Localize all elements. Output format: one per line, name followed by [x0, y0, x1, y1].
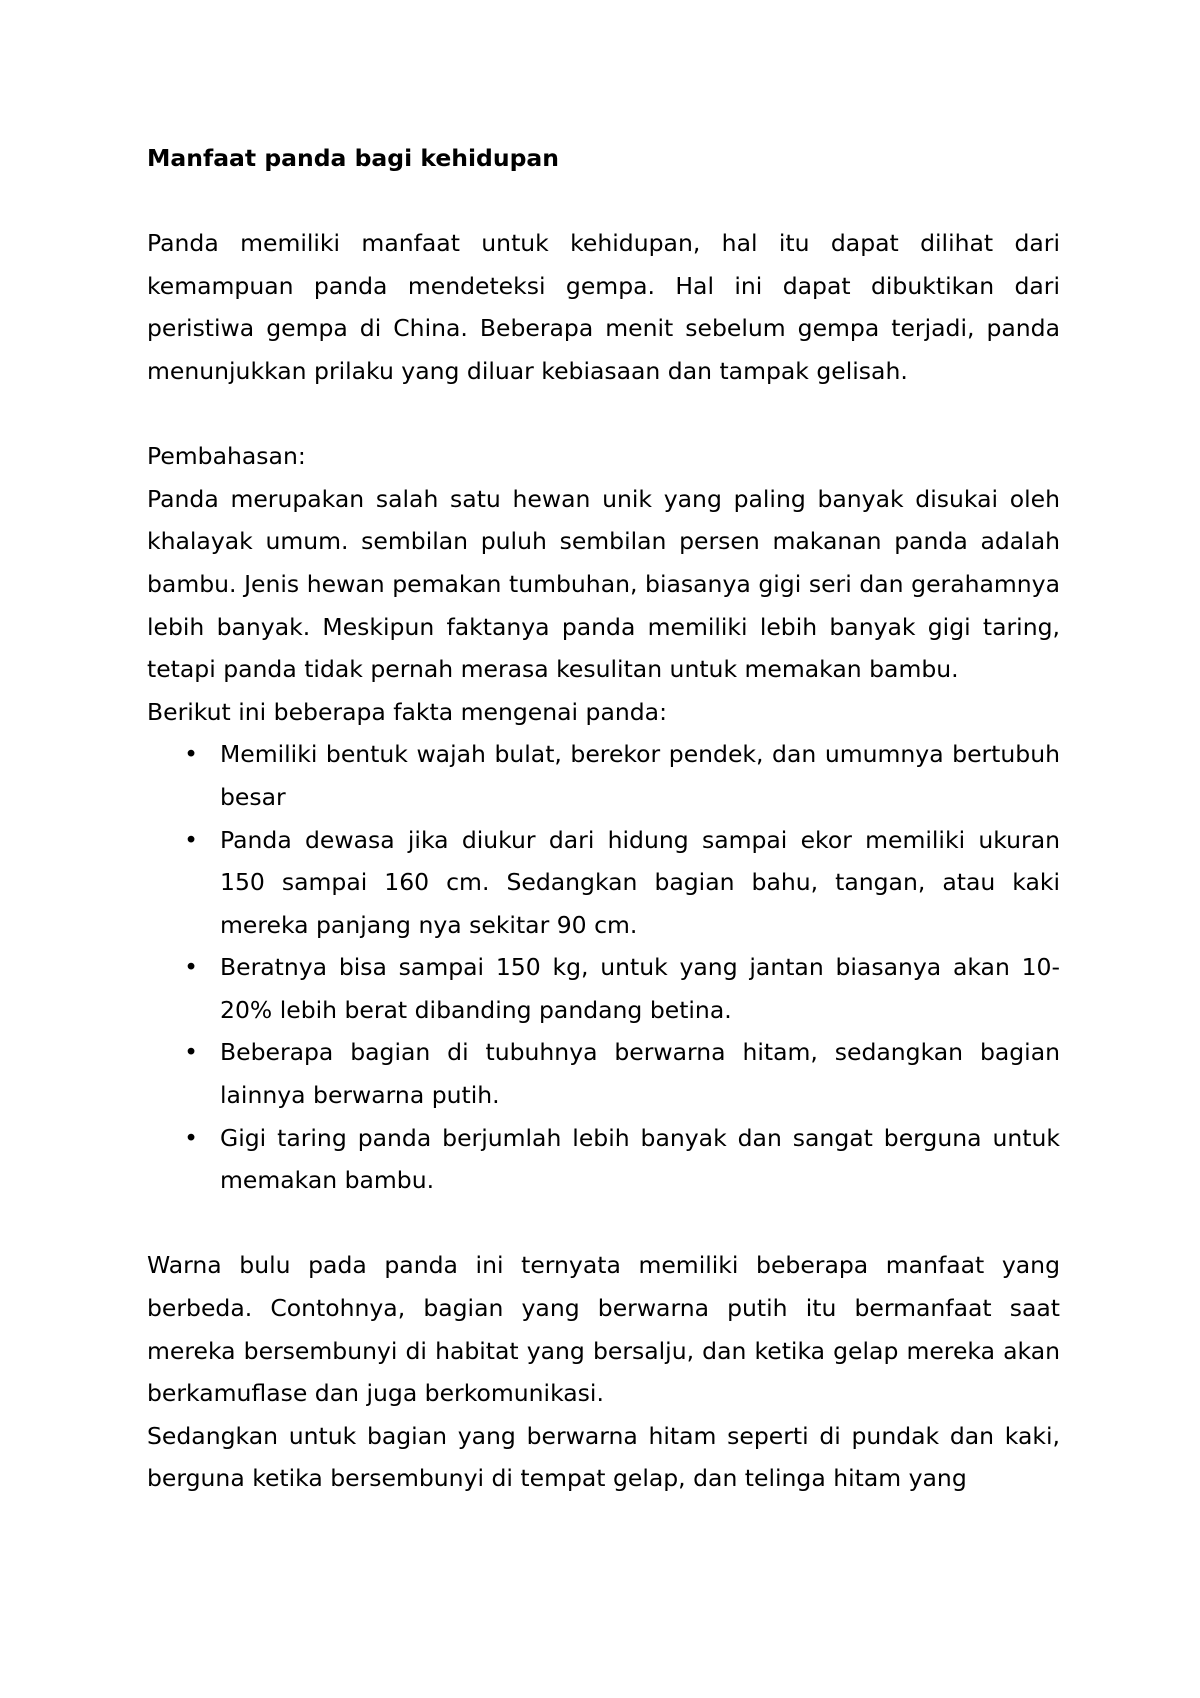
- list-item: [147, 819, 1060, 947]
- bullet-icon: •: [184, 1123, 198, 1152]
- list-item: [147, 946, 1060, 1031]
- facts-intro: Berikut ini beberapa fakta mengenai panda:: [147, 697, 667, 726]
- facts-list: [147, 733, 1060, 1202]
- bullet-icon: •: [184, 1038, 198, 1067]
- fact-text: Beberapa bagian di tubuhnya berwarna hitam, sedangkan bagian lainnya berwarna putih.: [220, 1038, 1060, 1110]
- bullet-icon: •: [184, 825, 198, 854]
- document-title: Manfaat panda bagi kehidupan: [147, 144, 560, 172]
- fact-text: Gigi taring panda berjumlah lebih banyak dan sangat berguna untuk memakan bambu.: [220, 1123, 1060, 1195]
- discussion-label: Pembahasan:: [147, 442, 306, 471]
- fact-text: Memiliki bentuk wajah bulat, berekor pendek, dan umumnya bertubuh besar: [220, 740, 1060, 811]
- blank-line: [147, 1202, 1060, 1245]
- fact-text: Beratnya bisa sampai 150 kg, untuk yang jantan biasanya akan 10-20% lebih berat dibanding pandang betina.: [220, 953, 1060, 1024]
- bullet-icon: •: [184, 740, 198, 769]
- discussion-paragraph: Panda merupakan salah satu hewan unik yang paling banyak disukai oleh khalayak umum. sembilan puluh sembilan persen makanan panda adalah bambu. Jenis hewan pemakan tumbuhan, biasanya gigi seri dan gerahamnya lebih banyak. Meskipun faktanya panda memiliki lebih banyak gigi taring, tetapi panda tidak pernah merasa kesulitan untuk memakan bambu.: [147, 484, 1060, 684]
- blank-line: [147, 180, 1060, 223]
- list-item: [147, 733, 1060, 818]
- list-item: [147, 1031, 1060, 1116]
- document-page: [147, 137, 1060, 1500]
- blank-line: [147, 393, 1060, 436]
- intro-paragraph: Panda memiliki manfaat untuk kehidupan, hal itu dapat dilihat dari kemampuan panda mendeteksi gempa. Hal ini dapat dibuktikan dari peristiwa gempa di China. Beberapa menit sebelum gempa terjadi, panda menunjukkan prilaku yang diluar kebiasaan dan tampak gelisah.: [147, 229, 1060, 385]
- bullet-icon: •: [184, 953, 198, 982]
- list-item: [147, 1117, 1060, 1202]
- black-parts-paragraph: Sedangkan untuk bagian yang berwarna hitam seperti di pundak dan kaki, berguna ketika bersembunyi di tempat gelap, dan telinga hitam yang: [147, 1421, 1060, 1493]
- fact-text: Panda dewasa jika diukur dari hidung sampai ekor memiliki ukuran 150 sampai 160 cm. Sedangkan bagian bahu, tangan, atau kaki mereka panjang nya sekitar 90 cm.: [220, 825, 1060, 939]
- fur-color-paragraph: Warna bulu pada panda ini ternyata memiliki beberapa manfaat yang berbeda. Contohnya, bagian yang berwarna putih itu bermanfaat saat mereka bersembunyi di habitat yang bersalju, dan ketika gelap mereka akan berkamuflase dan juga berkomunikasi.: [147, 1251, 1060, 1408]
